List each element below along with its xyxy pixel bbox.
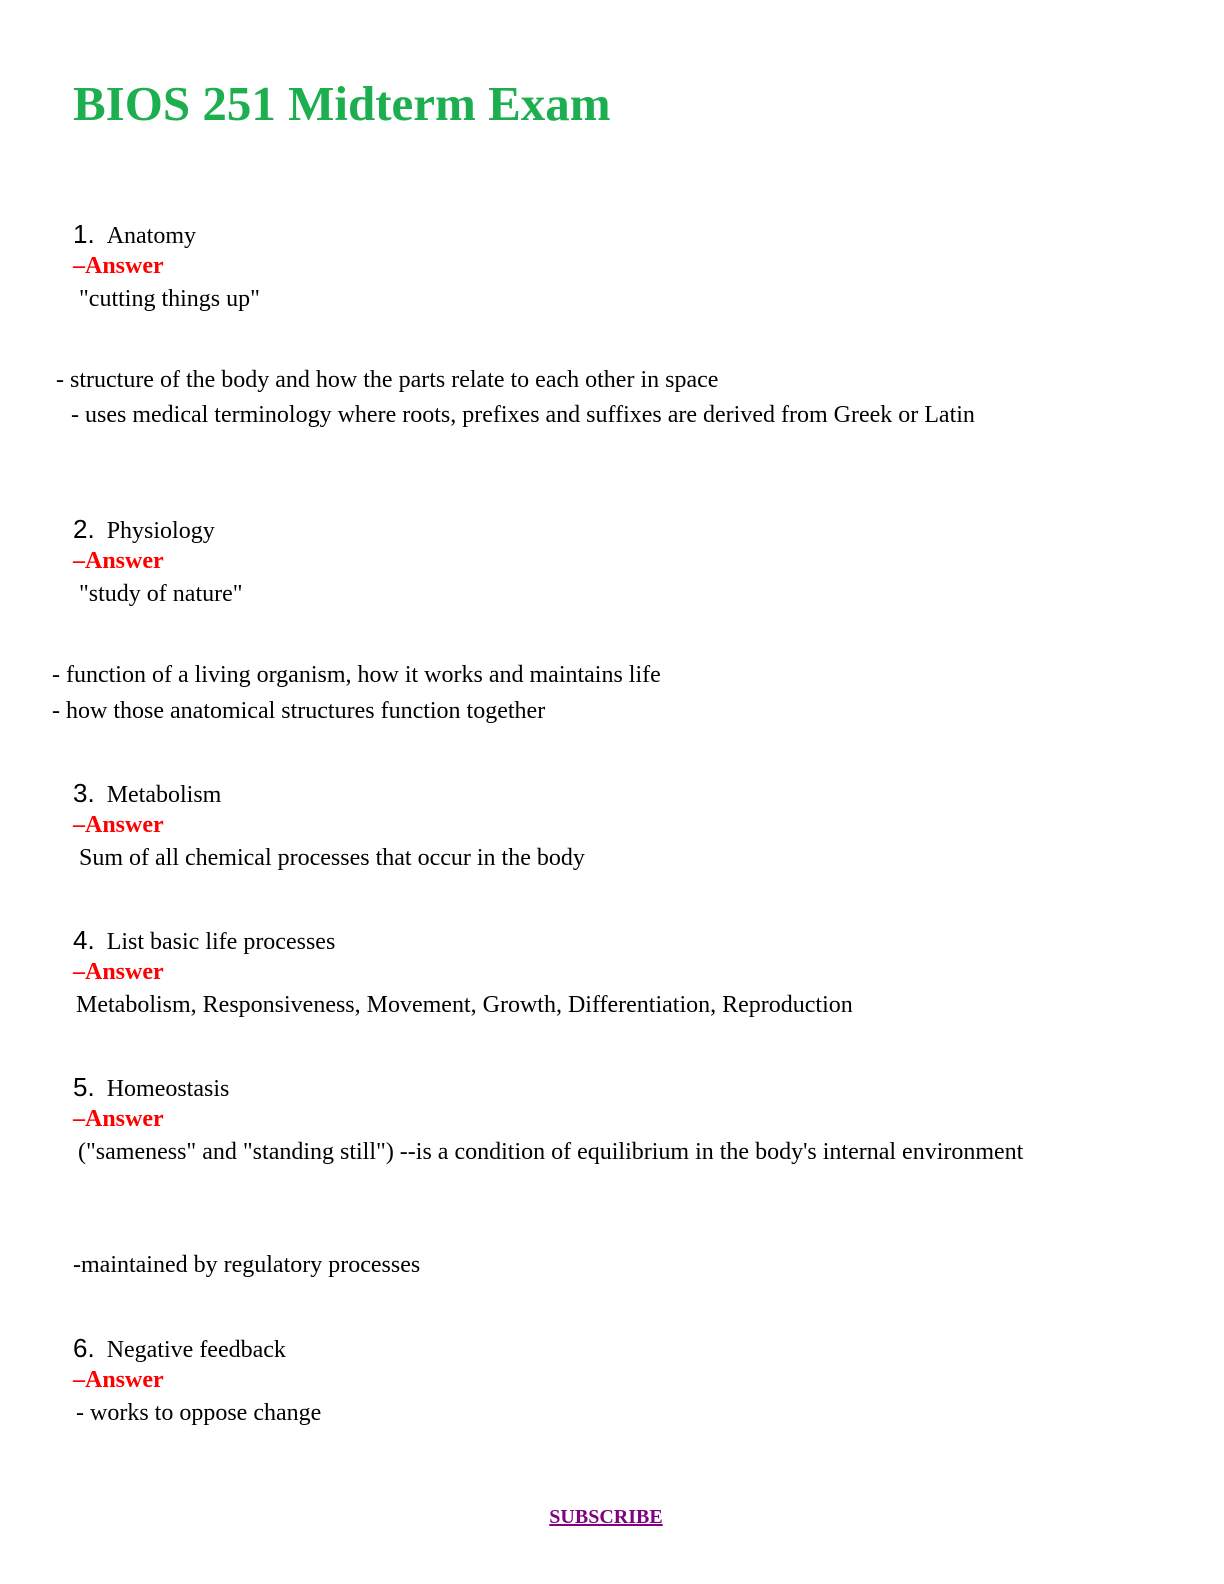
note-line: - uses medical terminology where roots, prefixes and suffixes are derived from Greek or Latin bbox=[71, 402, 975, 428]
question-3 bbox=[73, 777, 221, 811]
note-line: - structure of the body and how the parts relate to each other in space bbox=[56, 367, 719, 393]
answer-label: –Answer bbox=[73, 548, 164, 574]
note-line: - function of a living organism, how it works and maintains life bbox=[52, 662, 661, 688]
answer-text: - works to oppose change bbox=[76, 1400, 322, 1426]
question-term: List basic life processes bbox=[106, 929, 336, 955]
note-line: - how those anatomical structures function together bbox=[52, 698, 546, 724]
question-5 bbox=[73, 1071, 229, 1105]
question-term: Negative feedback bbox=[106, 1337, 286, 1363]
note-line: -maintained by regulatory processes bbox=[73, 1252, 421, 1278]
answer-label: –Answer bbox=[73, 812, 164, 838]
question-number: 1. bbox=[73, 219, 95, 249]
answer-label: –Answer bbox=[73, 1106, 164, 1132]
answer-label: –Answer bbox=[73, 1367, 164, 1393]
question-term: Metabolism bbox=[106, 782, 222, 808]
question-number: 3. bbox=[73, 778, 95, 808]
question-number: 4. bbox=[73, 925, 95, 955]
answer-label: –Answer bbox=[73, 959, 164, 985]
question-2 bbox=[73, 513, 215, 547]
question-number: 6. bbox=[73, 1333, 95, 1363]
subscribe-container bbox=[0, 1503, 1212, 1531]
answer-text: Sum of all chemical processes that occur in the body bbox=[79, 845, 585, 871]
question-1 bbox=[73, 218, 196, 252]
question-term: Homeostasis bbox=[106, 1076, 230, 1102]
answer-text: Metabolism, Responsiveness, Movement, Growth, Differentiation, Reproduction bbox=[76, 992, 853, 1018]
answer-label: –Answer bbox=[73, 253, 164, 279]
subscribe-link[interactable]: SUBSCRIBE bbox=[549, 1506, 663, 1528]
question-term: Anatomy bbox=[106, 223, 197, 249]
question-number: 5. bbox=[73, 1072, 95, 1102]
question-term: Physiology bbox=[106, 518, 215, 544]
answer-text: "study of nature" bbox=[79, 581, 243, 607]
answer-text: ("sameness" and "standing still") --is a condition of equilibrium in the body's internal environment bbox=[78, 1139, 1024, 1165]
answer-text: "cutting things up" bbox=[79, 286, 260, 312]
question-6 bbox=[73, 1332, 286, 1366]
question-4 bbox=[73, 924, 335, 958]
document-title: BIOS 251 Midterm Exam bbox=[73, 76, 611, 131]
question-number: 2. bbox=[73, 514, 95, 544]
